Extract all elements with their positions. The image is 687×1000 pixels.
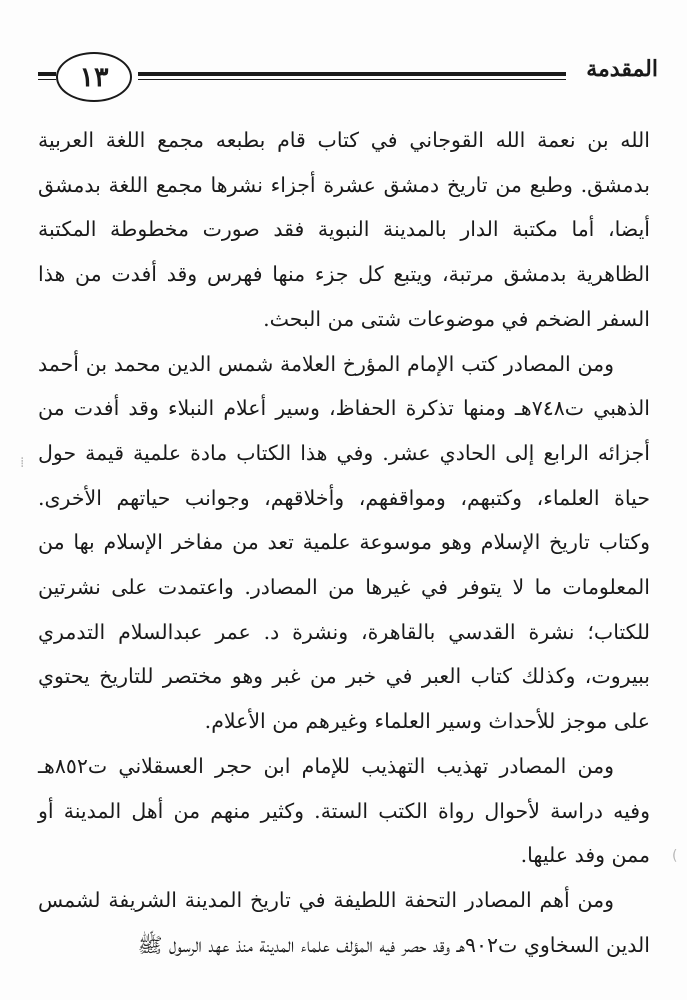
margin-scan-mark: ( (672, 848, 678, 864)
margin-scan-mark: ⁞ (20, 455, 25, 471)
paragraph: ومن المصادر تهذيب التهذيب للإمام ابن حجر العسقلاني ت٨٥٢هـ وفيه دراسة لأحوال رواة الكتب الستة. وكثير منهم من أهل المدينة أو ممن وفد عليها. (38, 753, 650, 868)
body-text (38, 118, 650, 967)
header-rule (138, 72, 566, 76)
paragraph: ومن المصادر كتب الإمام المؤرخ العلامة شمس الدين محمد بن أحمد الذهبي ت٧٤٨هـ ومنها تذكرة الحفاظ، وسير أعلام النبلاء وقد أفدت من أجزائه الرابع إلى الحادي عشر. وفي هذا الكتاب مادة علمية قيمة حول حياة العلماء، وكتبهم، ومواقفهم، وأخلاقهم، وجوانب حياتهم الأخرى. وكتاب تاريخ الإسلام وهو موسوعة علمية تعد من مفاخر الإسلام بها من المعلومات ما لا يتوفر في غيرها من المصادر. واعتمدت على نشرتين للكتاب؛ نشرة القدسي بالقاهرة، ونشرة د. عمر عبدالسلام التدمري ببيروت، وكذلك كتاب العبر في خبر من غبر وهو مختصر للتاريخ يحتوي على موجز للأحداث وسير العلماء وغيرهم من الأعلام. (38, 351, 650, 734)
page-header (38, 48, 658, 108)
header-rule-left (38, 72, 56, 76)
header-rule-thin (138, 79, 566, 80)
paragraph: ومن أهم المصادر التحفة اللطيفة في تاريخ المدينة الشريفة لشمس الدين السخاوي ت٩٠٢هـ وقد حصر فيه المؤلف علماء المدينة منذ عهد الرسول ﷺ (38, 887, 650, 957)
chapter-title: المقدمة (570, 56, 658, 82)
paragraph: الله بن نعمة الله القوجاني في كتاب قام بطبعه مجمع اللغة العربية بدمشق. وطبع من تاريخ دمشق عشرة أجزاء نشرها مجمع اللغة بدمشق أيضا، أما مكتبة الدار بالمدينة النبوية فقد صورت مخطوطة المكتبة الظاهرية بدمشق مرتبة، ويتبع كل جزء منها فهرس وقد أفدت من هذا السفر الضخم في موضوعات شتى من البحث. (38, 128, 650, 331)
header-rule-left-thin (38, 79, 56, 80)
page-number: ١٣ (56, 52, 132, 102)
